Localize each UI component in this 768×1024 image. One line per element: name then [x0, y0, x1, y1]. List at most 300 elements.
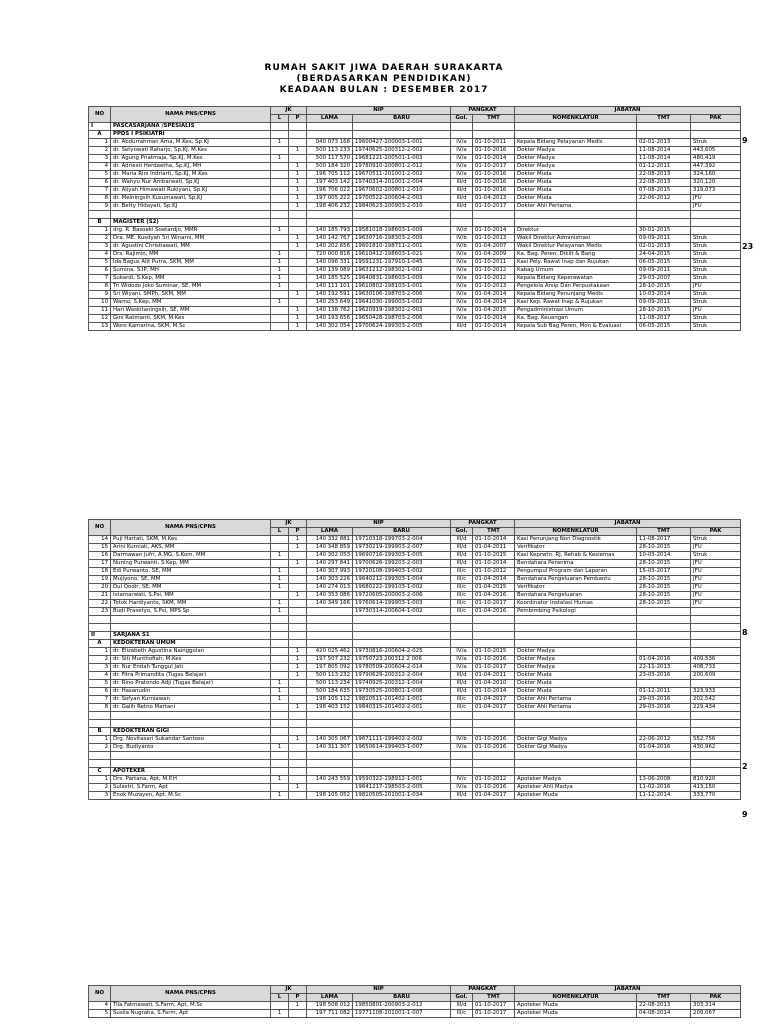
row-no: 3: [89, 155, 111, 163]
pak-value: 413,150: [691, 784, 741, 792]
position-title: Dokter Madya: [515, 656, 637, 664]
rank-gol: III/d: [451, 792, 473, 800]
staff-name: Drg. Novitasari Sukandar Santoso: [111, 736, 271, 744]
pak-value: Struk: [691, 291, 741, 299]
position-tmt: 11-08-2017: [637, 536, 691, 544]
rank-gol: IV/b: [451, 235, 473, 243]
position-title: Ka. Bag. Peren, Diklit & Bang: [515, 251, 637, 259]
table-row: [89, 323, 741, 331]
gender-p: [289, 576, 307, 584]
position-title: Wakil Direktur Pelayanan Medis: [515, 243, 637, 251]
position-tmt: 11-08-2017: [637, 315, 691, 323]
position-tmt: 28-10-2015: [637, 576, 691, 584]
pak-value: 333,770: [691, 792, 741, 800]
gender-p: 1: [289, 243, 307, 251]
gender-p: [289, 600, 307, 608]
gender-p: [289, 776, 307, 784]
gender-p: [289, 275, 307, 283]
row-no: 3: [89, 792, 111, 800]
gender-l: 1: [271, 552, 289, 560]
row-no: 7: [89, 187, 111, 195]
row-no: 17: [89, 560, 111, 568]
gender-l: 1: [271, 568, 289, 576]
position-title: Koordinator Instalasi Humas: [515, 600, 637, 608]
position-title: Apoteker Muda: [515, 792, 637, 800]
col-jk: JK: [271, 520, 307, 528]
nip-old: 140 096 331: [307, 259, 353, 267]
gender-p: 1: [289, 536, 307, 544]
spacer-row: [89, 720, 741, 728]
staff-name: Totok Hardiyanto, SKM, MM: [111, 600, 271, 608]
pak-value: 209,067: [691, 1010, 741, 1018]
nip-old: 198 508 012: [307, 1002, 353, 1010]
nip-new: 19730314-200604-1-002: [353, 608, 451, 616]
gender-l: 1: [271, 283, 289, 291]
position-title: Kepala Bidang Penunjang Medis: [515, 291, 637, 299]
staff-name: dr. Sofyan Kurniawan: [111, 696, 271, 704]
position-tmt: 11-02-2016: [637, 784, 691, 792]
staff-name: Puji Hartati, SKM, M.Kes: [111, 536, 271, 544]
staff-name: dr. Meiningsih Kusumawati, Sp.KJ: [111, 195, 271, 203]
rank-gol: IV/a: [451, 307, 473, 315]
pak-value: [691, 227, 741, 235]
position-tmt: 28-10-2015: [637, 283, 691, 291]
rank-gol: III/d: [451, 195, 473, 203]
nip-old: 040 073 168: [307, 139, 353, 147]
position-title: Dokter Madya: [515, 664, 637, 672]
table-row: [89, 299, 741, 307]
rank-tmt: 01-04-2016: [473, 592, 515, 600]
rank-gol: III/d: [451, 203, 473, 211]
position-title: Pengadministrasi Umum: [515, 307, 637, 315]
col-l: L: [271, 528, 289, 536]
subsection-letter: A: [89, 640, 111, 648]
rows-magister: [89, 227, 741, 331]
rank-tmt: 01-04-2017: [473, 792, 515, 800]
row-no: 12: [89, 315, 111, 323]
table-row: [89, 147, 741, 155]
col-p: P: [289, 115, 307, 123]
staff-name: dr. Agustini Christiawati, MM: [111, 243, 271, 251]
position-title: Direktur: [515, 227, 637, 235]
row-no: 5: [89, 1010, 111, 1018]
pak-value: [691, 648, 741, 656]
gender-p: 1: [289, 235, 307, 243]
nip-new: 19681221-200501-1-003: [353, 155, 451, 163]
rank-tmt: 01-04-2015: [473, 307, 515, 315]
nip-new: 19610412-198603-1-021: [353, 251, 451, 259]
staff-name: Darmawan Jufri, A.MG, S.Kom, MM: [111, 552, 271, 560]
gender-l: [271, 664, 289, 672]
rank-gol: IV/a: [451, 648, 473, 656]
nip-old: 140 138 762: [307, 307, 353, 315]
staff-name: Sukardi, S.Kep, MM: [111, 275, 271, 283]
pak-value: 409,536: [691, 656, 741, 664]
rank-tmt: 01-10-2014: [473, 560, 515, 568]
staff-name: Gini Ratmanti, SKM, M.Kes: [111, 315, 271, 323]
rank-tmt: 01-04-2011: [473, 672, 515, 680]
nip-new: 19591231-197910-1-045: [353, 259, 451, 267]
row-no: 2: [89, 784, 111, 792]
pak-value: 303,314: [691, 1002, 741, 1010]
table-row: [89, 315, 741, 323]
pak-value: JFU: [691, 592, 741, 600]
section-row: [89, 632, 741, 640]
staff-name: dr. Hasanudin: [111, 688, 271, 696]
gender-p: 1: [289, 648, 307, 656]
rank-tmt: 01-04-2013: [473, 195, 515, 203]
nip-new: 19610802-198103-1-001: [353, 283, 451, 291]
nip-new: 19730525-200801-1-008: [353, 688, 451, 696]
nip-new: 19750723 200312 2 006: [353, 656, 451, 664]
table-row: [89, 704, 741, 712]
rank-gol: IV/a: [451, 267, 473, 275]
nip-old: 140 302 053: [307, 552, 353, 560]
gender-l: [271, 560, 289, 568]
staff-table-1: [88, 106, 741, 331]
staff-name: dr. Siti Munthofiah, M.Kes: [111, 656, 271, 664]
subsection-title: KEDOKTERAN UMUM: [111, 640, 271, 648]
gender-l: 1: [271, 688, 289, 696]
row-no: 16: [89, 552, 111, 560]
gender-p: 1: [289, 195, 307, 203]
staff-name: Tri Widodo Joko Suminar, SE, MM: [111, 283, 271, 291]
rank-gol: IV/a: [451, 251, 473, 259]
position-tmt: 13-06-2008: [637, 776, 691, 784]
gender-l: 1: [271, 227, 289, 235]
row-no: 18: [89, 568, 111, 576]
spacer-row: [89, 616, 741, 624]
rank-tmt: 01-10-2014: [473, 688, 515, 696]
position-title: Wakil Direktur Administrasi: [515, 235, 637, 243]
staff-name: Woro Kamarina, SKM, M.Sc: [111, 323, 271, 331]
position-tmt: 01-12-2011: [637, 163, 691, 171]
position-title: Dokter Muda: [515, 672, 637, 680]
gender-l: [271, 656, 289, 664]
gender-l: [271, 648, 289, 656]
gender-l: 1: [271, 776, 289, 784]
rank-tmt: 01-10-2014: [473, 155, 515, 163]
rank-tmt: 01-04-2010: [473, 680, 515, 688]
position-title: Bendahara Pengeluaran: [515, 592, 637, 600]
row-no: 8: [89, 195, 111, 203]
position-title: Dokter Madya: [515, 648, 637, 656]
position-title: Bendahara Pengeluaran Pembantu: [515, 576, 637, 584]
table-row: [89, 568, 741, 576]
table-row: [89, 560, 741, 568]
nip-new: 19650428-198703-2-006: [353, 315, 451, 323]
nip-old: [307, 784, 353, 792]
row-no: 1: [89, 776, 111, 784]
pak-value: JFU: [691, 195, 741, 203]
gender-l: 1: [271, 576, 289, 584]
nip-new: 19730219-199903-2-007: [353, 544, 451, 552]
count-magister: 23: [742, 242, 754, 251]
rows-magister-cont: [89, 536, 741, 616]
table-row: [89, 163, 741, 171]
rank-gol: III/d: [451, 536, 473, 544]
col-pak: PAK: [691, 115, 741, 123]
staff-name: Nuning Purwanti, S.Kep, MM: [111, 560, 271, 568]
nip-old: 140 139 089: [307, 267, 353, 275]
staff-name: dr. Adriesti Herdaetha, Sp.KJ, MH: [111, 163, 271, 171]
gender-l: 1: [271, 600, 289, 608]
section-number: I: [89, 123, 111, 131]
table-row: [89, 155, 741, 163]
gender-p: 1: [289, 1002, 307, 1010]
col-nomenklatur: NOMENKLATUR: [515, 994, 637, 1002]
nip-new: 19631212-198302-1-002: [353, 267, 451, 275]
nip-new: 19590322-198912-1-001: [353, 776, 451, 784]
gender-l: 1: [271, 251, 289, 259]
nip-new: 19700522-200604-2-003: [353, 195, 451, 203]
pak-value: Struk: [691, 299, 741, 307]
spacer-row: [89, 752, 741, 760]
position-title: Kasi Kep. Rawat Inap & Rujukan: [515, 299, 637, 307]
staff-name: Dul Qodir, SE, MM: [111, 584, 271, 592]
position-tmt: 01-04-2016: [637, 656, 691, 664]
gender-p: 1: [289, 664, 307, 672]
nip-old: 140 111 101: [307, 283, 353, 291]
row-no: 1: [89, 736, 111, 744]
gender-p: [289, 696, 307, 704]
nip-new: 19840315-201402-2-001: [353, 704, 451, 712]
pak-value: 319,073: [691, 187, 741, 195]
rank-gol: III/c: [451, 592, 473, 600]
position-tmt: 10-03-2014: [637, 552, 691, 560]
table-row: [89, 608, 741, 616]
position-tmt: 02-01-2013: [637, 243, 691, 251]
gender-p: 1: [289, 291, 307, 299]
gender-p: 1: [289, 171, 307, 179]
col-nama: NAMA PNS/CPNS: [111, 986, 271, 1002]
position-tmt: 02-01-2013: [637, 139, 691, 147]
rank-gol: IV/a: [451, 171, 473, 179]
position-tmt: 07-08-2015: [637, 187, 691, 195]
position-title: Pembimbing Psikologi: [515, 608, 637, 616]
rank-gol: IV/d: [451, 227, 473, 235]
nip-old: 140 303 226: [307, 576, 353, 584]
section-title: PASCASARJANA /SPESIALIS: [111, 123, 271, 131]
gender-p: [289, 139, 307, 147]
document-title: RUMAH SAKIT JIWA DAERAH SURAKARTA: [264, 63, 504, 73]
gender-l: [271, 323, 289, 331]
gender-l: 1: [271, 744, 289, 752]
table-row: [89, 688, 741, 696]
staff-name: dr. Fitra Primandita (Tugas Belajar): [111, 672, 271, 680]
table-row: [89, 195, 741, 203]
nip-old: 197 711 082: [307, 1010, 353, 1018]
gender-p: [289, 251, 307, 259]
document-period: KEADAAN BULAN : DESEMBER 2017: [279, 85, 489, 95]
gender-l: [271, 672, 289, 680]
row-no: 3: [89, 664, 111, 672]
gender-l: 1: [271, 267, 289, 275]
rows-kedokteran-gigi: [89, 736, 741, 752]
position-tmt: 28-10-2015: [637, 584, 691, 592]
row-no: 15: [89, 544, 111, 552]
nip-old: 500 117 570: [307, 155, 353, 163]
position-tmt: 28-10-2015: [637, 592, 691, 600]
table-row: [89, 696, 741, 704]
nip-old: 140 193 656: [307, 315, 353, 323]
rank-tmt: 01-10-2017: [473, 163, 515, 171]
col-gol: Gol.: [451, 528, 473, 536]
position-tmt: 10-03-2014: [637, 291, 691, 299]
gender-p: [289, 299, 307, 307]
staff-name: dr. Abdurrahman Ama, M.Kes, Sp.KJ: [111, 139, 271, 147]
rank-gol: III/c: [451, 696, 473, 704]
rank-gol: IV/a: [451, 291, 473, 299]
staff-name: Susila Nugraha, S.Farm, Apt: [111, 1010, 271, 1018]
nip-old: 140 185 525: [307, 275, 353, 283]
position-title: Ka. Bag. Keuangan: [515, 315, 637, 323]
row-no: 1: [89, 227, 111, 235]
position-title: Apoteker Ahli Madya: [515, 784, 637, 792]
nip-old: 420 025 462: [307, 648, 353, 656]
pak-value: Struk: [691, 139, 741, 147]
staff-name: Dra. ME. Kusdyah Sri Winarni, MM: [111, 235, 271, 243]
col-tmt2: TMT: [637, 994, 691, 1002]
position-title: Dokter Muda: [515, 187, 637, 195]
nip-new: 19690716-199303-1-005: [353, 552, 451, 560]
gender-p: [289, 227, 307, 235]
position-title: Kasi Keprwtn. RJ, Rehab & Kesiemas: [515, 552, 637, 560]
gender-l: 1: [271, 608, 289, 616]
position-tmt: 23-03-2016: [637, 672, 691, 680]
subsection-title: MAGISTER (S2): [111, 219, 271, 227]
nip-old: 197 403 142: [307, 179, 353, 187]
position-title: Dokter Ahli Pertama: [515, 704, 637, 712]
nip-old: 197 507 232: [307, 656, 353, 664]
gender-l: [271, 544, 289, 552]
rows-apoteker-cont: [89, 1002, 741, 1018]
row-no: 20: [89, 584, 111, 592]
nip-old: 198 105 052: [307, 792, 353, 800]
nip-new: 19630716-198303-2-009: [353, 235, 451, 243]
table-row: [89, 227, 741, 235]
position-tmt: 09-09-2011: [637, 299, 691, 307]
position-tmt: 28-10-2015: [637, 307, 691, 315]
position-tmt: 11-08-2014: [637, 147, 691, 155]
nip-new: 19720605-200003-2-006: [353, 592, 451, 600]
nip-new: 19670511-201001-2-002: [353, 171, 451, 179]
rank-tmt: 01-10-2012: [473, 568, 515, 576]
staff-name: Drs. Rajimin, MM: [111, 251, 271, 259]
col-pangkat: PANGKAT: [451, 986, 515, 994]
section-row: [89, 123, 741, 131]
spacer-row: [89, 624, 741, 632]
rank-tmt: 01-04-2014: [473, 299, 515, 307]
rank-tmt: 01-04-2017: [473, 704, 515, 712]
nip-old: 140 253 649: [307, 299, 353, 307]
subsection-row: [89, 131, 741, 139]
rank-tmt: 01-10-2013: [473, 235, 515, 243]
nip-old: 140 305 067: [307, 736, 353, 744]
rank-tmt: 01-10-2012: [473, 267, 515, 275]
col-jabatan: JABATAN: [515, 520, 741, 528]
row-no: 4: [89, 672, 111, 680]
spacer-row: [89, 712, 741, 720]
pak-value: Struk: [691, 275, 741, 283]
pak-value: 202,542: [691, 696, 741, 704]
gender-p: [289, 552, 307, 560]
staff-name: dr. Maria Rini Indriarti, Sp.KJ, M.Kes: [111, 171, 271, 179]
gender-l: [271, 315, 289, 323]
rank-gol: IV/a: [451, 155, 473, 163]
gender-l: [271, 784, 289, 792]
table-row: [89, 1010, 741, 1018]
table-row: [89, 307, 741, 315]
rank-gol: III/d: [451, 179, 473, 187]
rows-kedokteran-umum: [89, 648, 741, 712]
nip-old: 140 185 793: [307, 227, 353, 235]
rank-gol: III/d: [451, 1002, 473, 1010]
position-tmt: [637, 648, 691, 656]
pak-value: Struk: [691, 251, 741, 259]
rank-tmt: 01-10-2014: [473, 227, 515, 235]
col-no: NO: [89, 107, 111, 123]
position-tmt: 01-04-2016: [637, 744, 691, 752]
pak-value: Struk: [691, 235, 741, 243]
row-no: 7: [89, 275, 111, 283]
row-no: 4: [89, 1002, 111, 1010]
nip-old: 140 142 767: [307, 235, 353, 243]
table-row: [89, 784, 741, 792]
col-nama: NAMA PNS/CPNS: [111, 107, 271, 123]
gender-l: [271, 291, 289, 299]
position-title: Verifikator: [515, 584, 637, 592]
rank-tmt: 01-04-2016: [473, 608, 515, 616]
col-jk: JK: [271, 107, 307, 115]
pak-value: [691, 680, 741, 688]
col-tmt: TMT: [473, 115, 515, 123]
row-no: 8: [89, 704, 111, 712]
subsection-letter: B: [89, 728, 111, 736]
row-no: 5: [89, 171, 111, 179]
gender-p: [289, 267, 307, 275]
subsection-row: [89, 640, 741, 648]
position-tmt: [637, 608, 691, 616]
staff-name: Tila Fatmawati, S.Farm, Apt, M.Sc: [111, 1002, 271, 1010]
gender-l: [271, 307, 289, 315]
position-tmt: 24-04-2015: [637, 251, 691, 259]
rank-tmt: 01-10-2017: [473, 203, 515, 211]
rows-ppds: [89, 139, 741, 211]
rank-tmt: 01-10-2014: [473, 315, 515, 323]
rank-tmt: 01-04-2014: [473, 291, 515, 299]
rank-gol: IV/b: [451, 736, 473, 744]
position-tmt: [637, 203, 691, 211]
rank-gol: III/c: [451, 608, 473, 616]
rank-tmt: 01-04-2007: [473, 243, 515, 251]
spacer-row: [89, 211, 741, 219]
gender-p: 1: [289, 704, 307, 712]
table-row: [89, 672, 741, 680]
rank-tmt: 01-10-2016: [473, 147, 515, 155]
gender-l: [271, 235, 289, 243]
rank-gol: III/d: [451, 672, 473, 680]
count-ppds: 9: [742, 136, 748, 145]
col-nomenklatur: NOMENKLATUR: [515, 528, 637, 536]
gender-p: 1: [289, 560, 307, 568]
rank-tmt: 01-10-2017: [473, 1010, 515, 1018]
staff-name: Sri Wiyani, SMPh, SKM, MM: [111, 291, 271, 299]
nip-new: 19630106-198703-2-006: [353, 291, 451, 299]
col-p: P: [289, 528, 307, 536]
pak-value: JFU: [691, 576, 741, 584]
gender-l: [271, 147, 289, 155]
